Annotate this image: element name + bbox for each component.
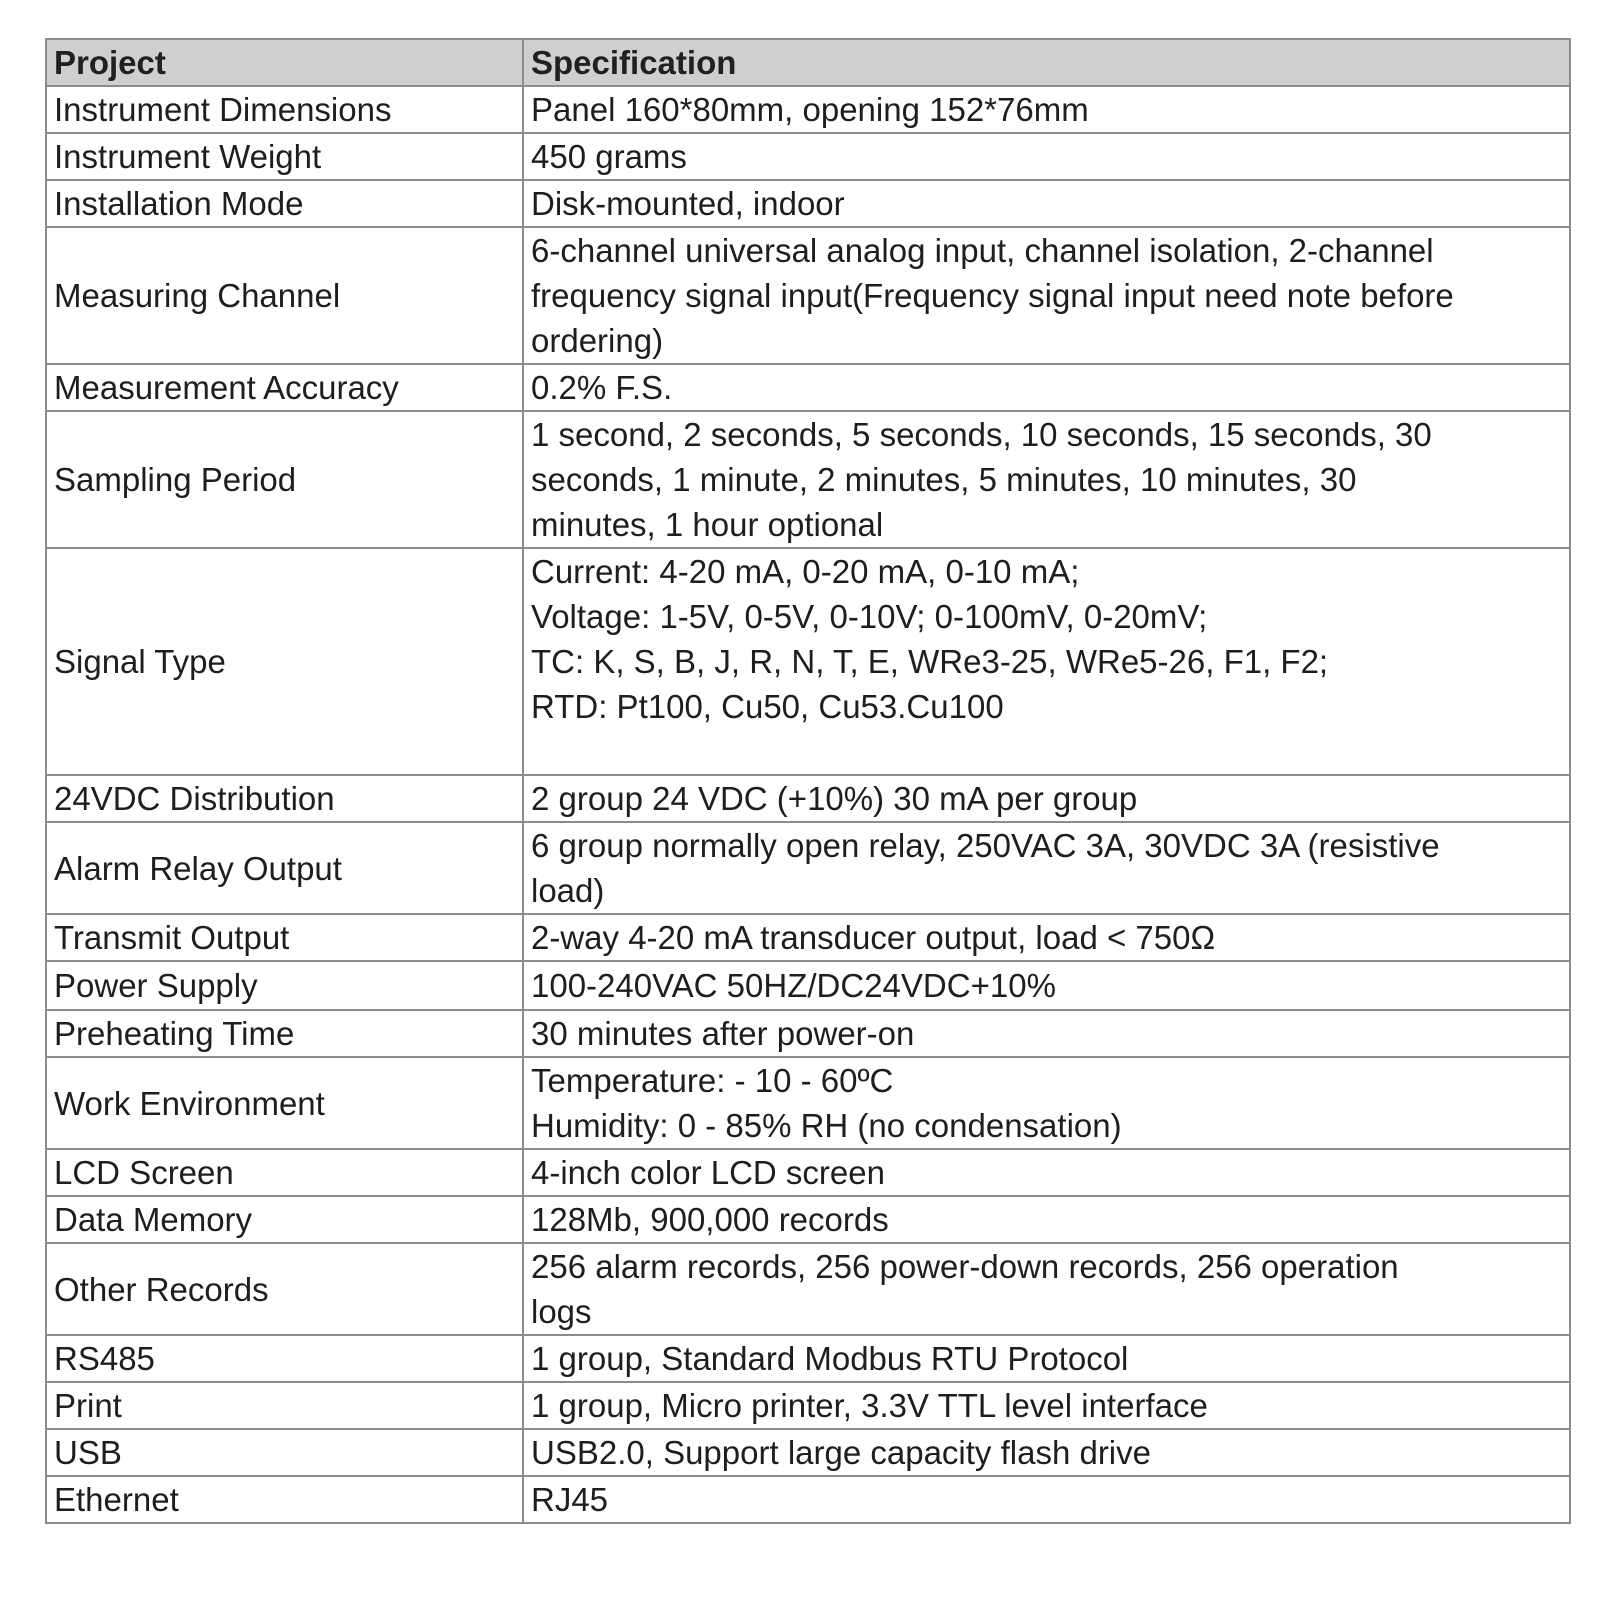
table-row	[46, 961, 1570, 1010]
table-row	[46, 822, 1570, 914]
specification-cell: RJ45	[523, 1476, 1570, 1523]
project-cell: Instrument Dimensions	[46, 86, 523, 133]
project-cell: Data Memory	[46, 1196, 523, 1243]
specification-cell: 1 second, 2 seconds, 5 seconds, 10 seconds, 15 seconds, 30 seconds, 1 minute, 2 minutes, 5 minutes, 10 minutes, 30 minutes, 1 hour optional	[523, 411, 1570, 548]
table-row	[46, 86, 1570, 133]
project-cell: Alarm Relay Output	[46, 822, 523, 914]
table-row	[46, 1196, 1570, 1243]
specification-cell: 6 group normally open relay, 250VAC 3A, 30VDC 3A (resistive load)	[523, 822, 1570, 914]
table-row	[46, 1057, 1570, 1149]
specification-cell: 1 group, Standard Modbus RTU Protocol	[523, 1335, 1570, 1382]
table-row	[46, 1382, 1570, 1429]
project-cell: Print	[46, 1382, 523, 1429]
project-cell: Installation Mode	[46, 180, 523, 227]
header-row	[46, 39, 1570, 86]
table-row	[46, 1010, 1570, 1057]
project-cell: RS485	[46, 1335, 523, 1382]
specification-cell: Panel 160*80mm, opening 152*76mm	[523, 86, 1570, 133]
project-cell: Power Supply	[46, 961, 523, 1010]
table-body	[46, 86, 1570, 1523]
table-row	[46, 1429, 1570, 1476]
project-cell: Preheating Time	[46, 1010, 523, 1057]
specification-cell: 2-way 4-20 mA transducer output, load < 750Ω	[523, 914, 1570, 961]
spec-table	[45, 38, 1571, 1524]
specification-cell: 256 alarm records, 256 power-down records, 256 operation logs	[523, 1243, 1570, 1335]
specification-cell: Current: 4-20 mA, 0-20 mA, 0-10 mA; Voltage: 1-5V, 0-5V, 0-10V; 0-100mV, 0-20mV; TC: K, S, B, J, R, N, T, E, WRe3-25, WRe5-26, F1, F2; RTD: Pt100, Cu50, Cu53.Cu100	[523, 548, 1570, 775]
project-cell: Measurement Accuracy	[46, 364, 523, 411]
specification-cell: 30 minutes after power-on	[523, 1010, 1570, 1057]
table-row	[46, 227, 1570, 364]
specification-cell: 100-240VAC 50HZ/DC24VDC+10%	[523, 961, 1570, 1010]
project-cell: Work Environment	[46, 1057, 523, 1149]
project-cell: Transmit Output	[46, 914, 523, 961]
table-row	[46, 411, 1570, 548]
specification-cell: USB2.0, Support large capacity flash drive	[523, 1429, 1570, 1476]
table-row	[46, 775, 1570, 822]
table-row	[46, 914, 1570, 961]
project-cell: Instrument Weight	[46, 133, 523, 180]
project-cell: Signal Type	[46, 548, 523, 775]
specification-cell: 1 group, Micro printer, 3.3V TTL level interface	[523, 1382, 1570, 1429]
table-row	[46, 548, 1570, 775]
table-row	[46, 1149, 1570, 1196]
project-cell: Measuring Channel	[46, 227, 523, 364]
specification-cell: 450 grams	[523, 133, 1570, 180]
specification-cell: 0.2% F.S.	[523, 364, 1570, 411]
table-row	[46, 180, 1570, 227]
table-row	[46, 1243, 1570, 1335]
specification-cell: Temperature: - 10 - 60ºC Humidity: 0 - 85% RH (no condensation)	[523, 1057, 1570, 1149]
table-row	[46, 364, 1570, 411]
table-row	[46, 133, 1570, 180]
project-cell: Other Records	[46, 1243, 523, 1335]
project-cell: Sampling Period	[46, 411, 523, 548]
table-row	[46, 1335, 1570, 1382]
specification-cell: 2 group 24 VDC (+10%) 30 mA per group	[523, 775, 1570, 822]
project-cell: LCD Screen	[46, 1149, 523, 1196]
table-row	[46, 1476, 1570, 1523]
header-specification: Specification	[523, 39, 1570, 86]
project-cell: USB	[46, 1429, 523, 1476]
header-project: Project	[46, 39, 523, 86]
specification-cell: 6-channel universal analog input, channel isolation, 2-channel frequency signal input(Frequency signal input need note before ordering)	[523, 227, 1570, 364]
specification-cell: 128Mb, 900,000 records	[523, 1196, 1570, 1243]
specification-cell: Disk-mounted, indoor	[523, 180, 1570, 227]
project-cell: Ethernet	[46, 1476, 523, 1523]
project-cell: 24VDC Distribution	[46, 775, 523, 822]
table-header	[46, 39, 1570, 86]
specification-cell: 4-inch color LCD screen	[523, 1149, 1570, 1196]
